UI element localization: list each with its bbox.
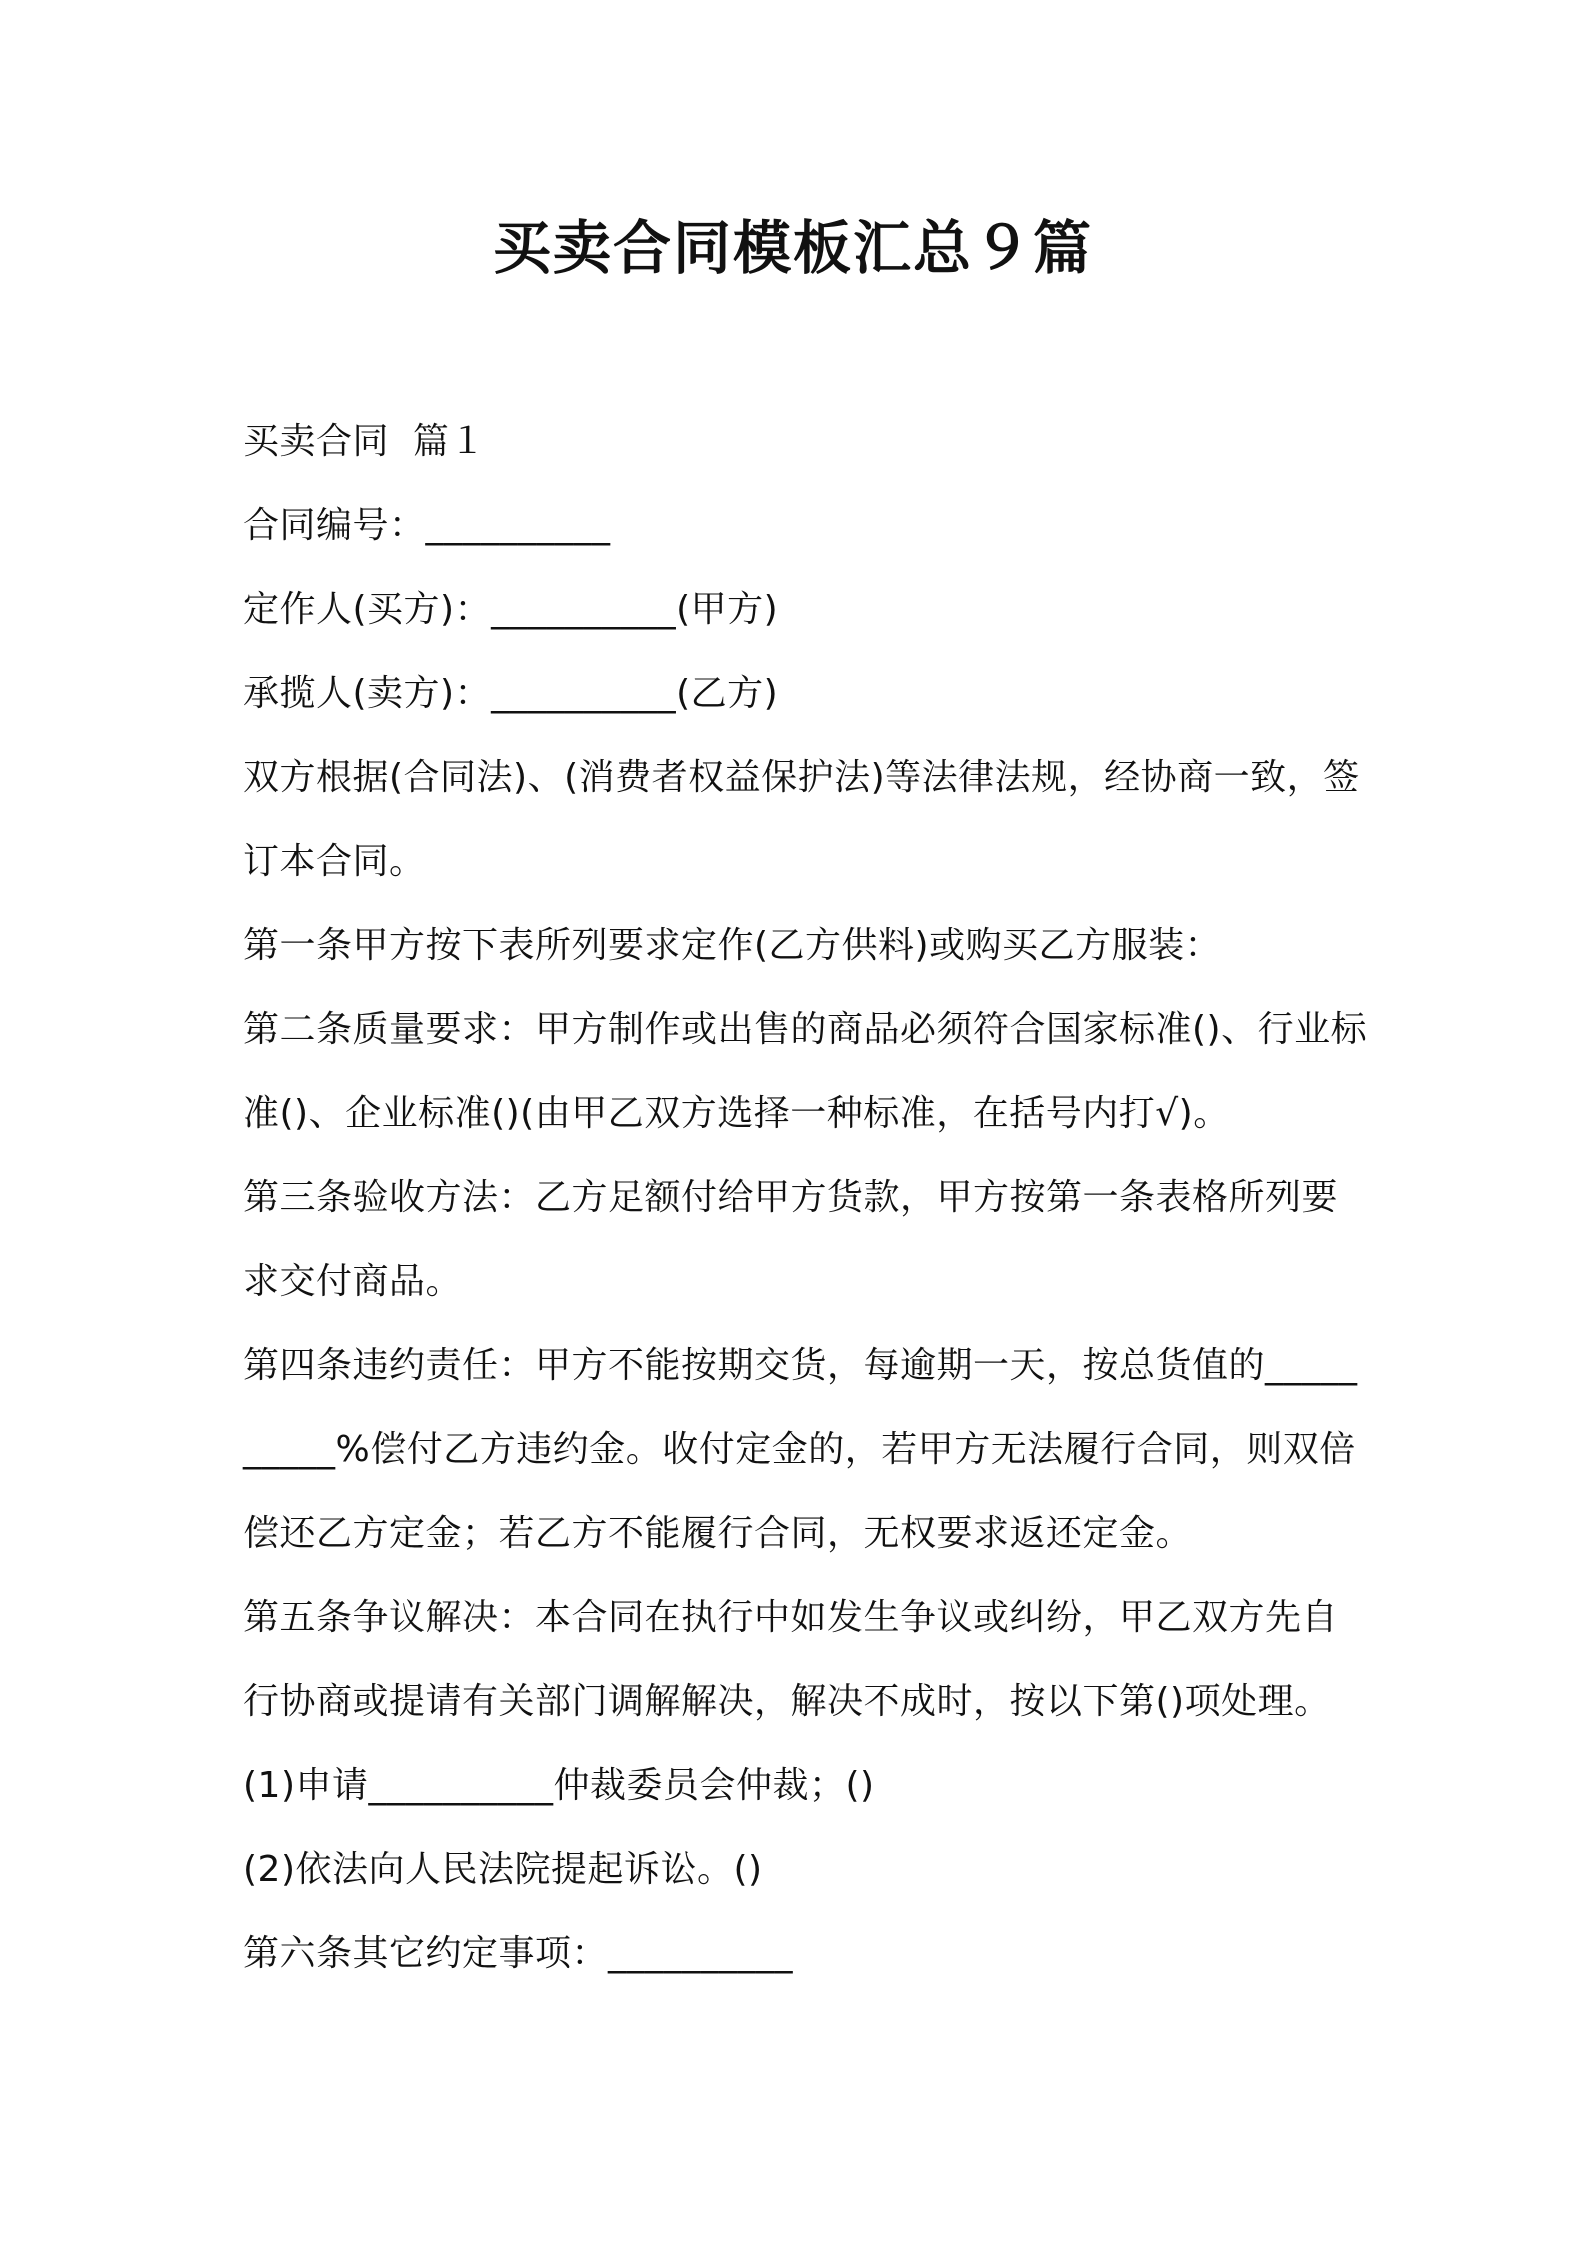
article-5-option-1: (1)申请__________仲裁委员会仲裁；() [243, 1765, 875, 1806]
article-6: 第六条其它约定事项：__________ [243, 1933, 794, 1974]
contract-number-line: 合同编号：__________ [243, 505, 611, 546]
article-4: 第四条违约责任：甲方不能按期交货，每逾期一天，按总货值的__________%偿付乙方违约金。收付定金的，若甲方无法履行合同，则双倍偿还乙方定金；若乙方不能履行合同，无权要求返还定金。 [243, 1345, 1358, 1554]
article-1: 第一条甲方按下表所列要求定作(乙方供料)或购买乙方服装： [243, 925, 1222, 966]
preamble-paragraph: 双方根据(合同法)、(消费者权益保护法)等法律法规，经协商一致，签订本合同。 [243, 757, 1360, 882]
buyer-line: 定作人(买方)：__________(甲方) [243, 589, 779, 630]
article-2: 第二条质量要求：甲方制作或出售的商品必须符合国家标准()、行业标准()、企业标准()(由甲乙双方选择一种标准，在括号内打√)。 [243, 1009, 1368, 1134]
article-3: 第三条验收方法：乙方足额付给甲方货款，甲方按第一条表格所列要求交付商品。 [243, 1177, 1339, 1302]
document-body [243, 400, 1373, 1996]
document-title: 买卖合同模板汇总９篇 [492, 214, 1093, 282]
article-5: 第五条争议解决：本合同在执行中如发生争议或纠纷，甲乙双方先自行协商或提请有关部门调解解决，解决不成时，按以下第()项处理。 [243, 1597, 1339, 1722]
seller-line: 承揽人(卖方)：__________(乙方) [243, 673, 779, 714]
article-5-option-2: (2)依法向人民法院提起诉讼。() [243, 1849, 763, 1890]
section-heading: 买卖合同 篇１ [243, 421, 486, 462]
